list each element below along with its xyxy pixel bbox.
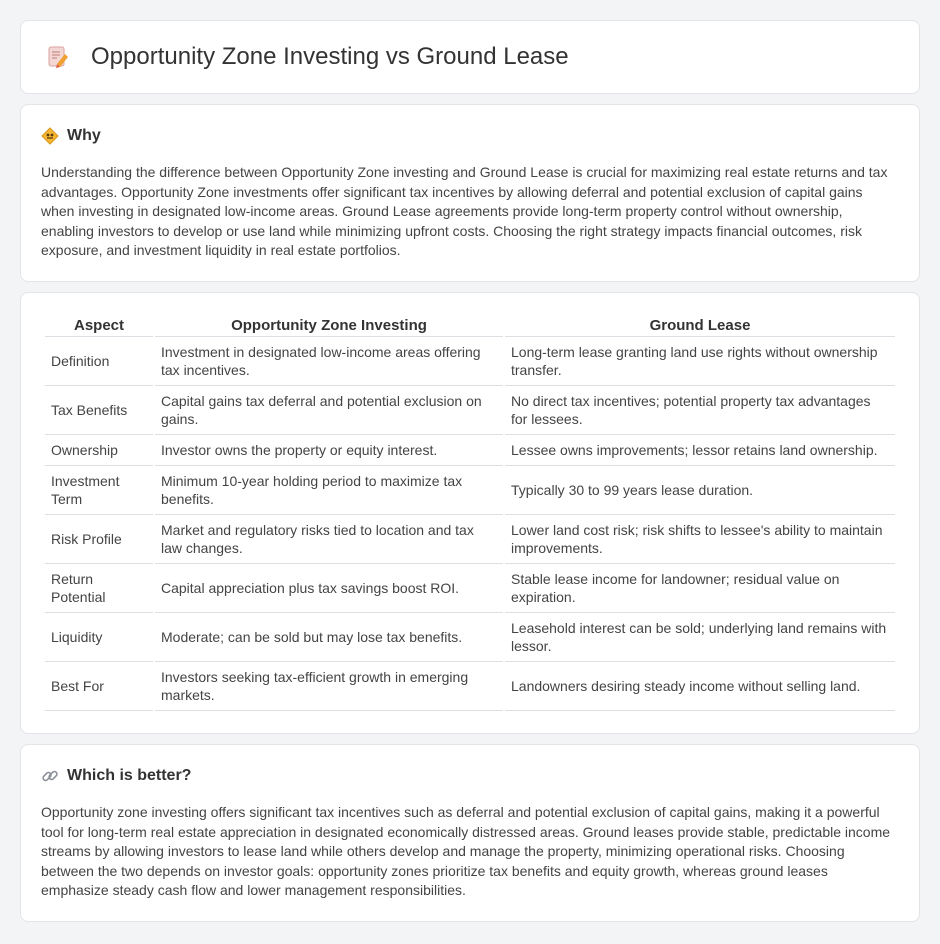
table-row: [45, 564, 895, 613]
table-row: [45, 435, 895, 466]
row-opportunity-zone: Capital appreciation plus tax savings boost ROI.: [155, 564, 503, 613]
table-row: [45, 386, 895, 435]
row-aspect: Investment Term: [45, 466, 153, 515]
header-opportunity-zone: Opportunity Zone Investing: [155, 313, 503, 337]
row-ground-lease: Stable lease income for landowner; residual value on expiration.: [505, 564, 895, 613]
table-row: [45, 662, 895, 711]
row-aspect: Definition: [45, 337, 153, 386]
which-is-better-section: [20, 744, 920, 922]
row-aspect: Tax Benefits: [45, 386, 153, 435]
comparison-table-card: [20, 292, 920, 734]
better-text: Opportunity zone investing offers significant tax incentives such as deferral and potential exclusion of capital gains, making it a powerful tool for long-term real estate appreciation in designated economically distressed areas. Ground leases provide stable, predictable income streams by allowing investors to lease land while others develop and manage the property, minimizing operational risks. Choosing between the two depends on investor goals: opportunity zones prioritize tax benefits and equity growth, whereas ground leases emphasize steady cash flow and lower management responsibilities.: [41, 804, 891, 899]
table-row: [45, 613, 895, 662]
row-ground-lease: Landowners desiring steady income without selling land.: [505, 662, 895, 711]
why-text: Understanding the difference between Opportunity Zone investing and Ground Lease is crucial for maximizing real estate returns and tax advantages. Opportunity Zone investments offer significant tax incentives by allowing deferral and potential exclusion of capital gains when investing in designated low-income areas. Ground Lease agreements provide long-term property control without ownership, enabling investors to develop or use land while minimizing upfront costs. Choosing the right strategy impacts financial outcomes, risk exposure, and investment liquidity in real estate portfolios.: [41, 164, 888, 259]
row-opportunity-zone: Investment in designated low-income areas offering tax incentives.: [155, 337, 503, 386]
header-aspect: Aspect: [45, 313, 153, 337]
diamond-sign-icon: [41, 127, 59, 145]
header-ground-lease: Ground Lease: [505, 313, 895, 337]
row-aspect: Liquidity: [45, 613, 153, 662]
row-ground-lease: Typically 30 to 99 years lease duration.: [505, 466, 895, 515]
row-ground-lease: Lessee owns improvements; lessor retains land ownership.: [505, 435, 895, 466]
row-aspect: Ownership: [45, 435, 153, 466]
why-title: Why: [67, 127, 101, 144]
document-pencil-icon: [45, 44, 71, 70]
why-section: [20, 104, 920, 282]
link-icon: [41, 767, 59, 785]
row-ground-lease: Leasehold interest can be sold; underlying land remains with lessor.: [505, 613, 895, 662]
better-title: Which is better?: [67, 767, 192, 784]
title-card: [20, 20, 920, 94]
row-opportunity-zone: Investor owns the property or equity interest.: [155, 435, 503, 466]
row-aspect: Best For: [45, 662, 153, 711]
row-aspect: Return Potential: [45, 564, 153, 613]
row-aspect: Risk Profile: [45, 515, 153, 564]
row-opportunity-zone: Investors seeking tax-efficient growth in emerging markets.: [155, 662, 503, 711]
table-row: [45, 466, 895, 515]
comparison-table: [43, 313, 897, 711]
row-ground-lease: No direct tax incentives; potential property tax advantages for lessees.: [505, 386, 895, 435]
row-ground-lease: Lower land cost risk; risk shifts to lessee's ability to maintain improvements.: [505, 515, 895, 564]
page-title: Opportunity Zone Investing vs Ground Lease: [91, 43, 569, 70]
table-row: [45, 337, 895, 386]
row-opportunity-zone: Capital gains tax deferral and potential exclusion on gains.: [155, 386, 503, 435]
row-opportunity-zone: Minimum 10-year holding period to maximize tax benefits.: [155, 466, 503, 515]
row-opportunity-zone: Market and regulatory risks tied to location and tax law changes.: [155, 515, 503, 564]
table-row: [45, 515, 895, 564]
row-ground-lease: Long-term lease granting land use rights without ownership transfer.: [505, 337, 895, 386]
row-opportunity-zone: Moderate; can be sold but may lose tax benefits.: [155, 613, 503, 662]
table-header-row: [45, 313, 895, 337]
